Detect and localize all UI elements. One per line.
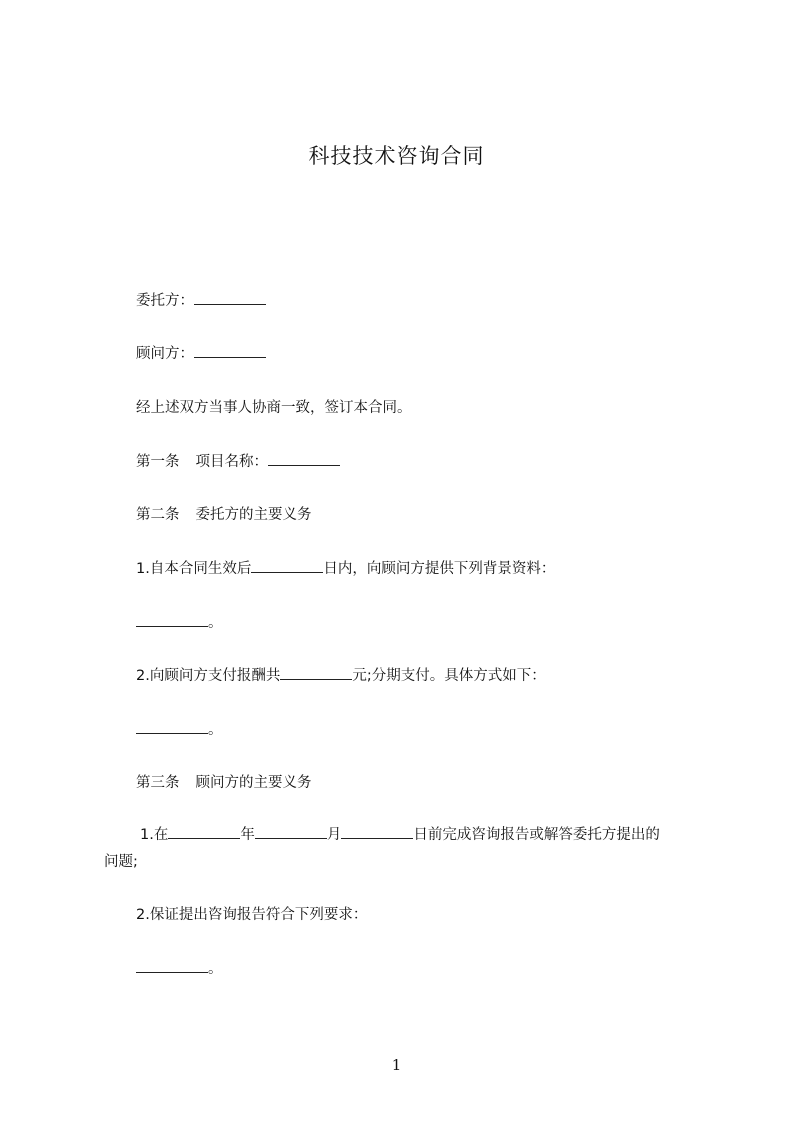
consultant-blank [194,342,266,358]
article1-line [136,450,340,474]
project-name-blank [268,450,340,466]
a2-item1-pre: 1.自本合同生效后 [136,561,252,577]
a2-item2-pre: 2.向顾问方支付报酬共 [136,668,281,684]
a2-item1-materials-line [136,611,223,635]
intro-text: 经上述双方当事人协商一致，签订本合同。 [136,400,412,416]
client-line [136,289,266,313]
client-label: 委托方： [136,293,194,309]
article3-label: 第三条 [136,775,180,791]
a2-item2-end: 。 [208,722,223,738]
article1-label: 第一条 [136,454,180,470]
a2-item1-line [136,557,555,581]
a3-item2-requirements-line [136,957,223,981]
payment-amount-blank [280,664,352,680]
client-blank [194,289,266,305]
article2-text: 委托方的主要义务 [195,507,312,523]
a2-item2-line [136,664,546,688]
article3-line [136,771,312,795]
a2-item2-post: 元;分期支付。具体方式如下： [352,668,546,684]
a3-item1-year: 年 [240,827,255,843]
a2-item2-method-line [136,718,223,742]
article2-line [136,503,312,527]
consultant-label: 顾问方： [136,346,194,362]
a3-item2-line: 2.保证提出咨询报告符合下列要求： [136,907,368,923]
page-number: 1 [391,1056,402,1074]
a3-item1-continuation: 问题; [104,854,138,870]
day-blank [341,823,413,839]
document-title: 科技技术咨询合同 [308,144,485,168]
a3-item2-end: 。 [208,961,223,977]
requirements-blank [136,957,208,973]
a3-item1-line [140,823,660,847]
article1-text: 项目名称： [195,454,268,470]
a3-item1-month: 月 [326,827,342,843]
a2-item1-end: 。 [208,615,223,631]
month-blank [255,823,327,839]
consultant-line [136,342,266,366]
article2-label: 第二条 [136,507,180,523]
year-blank [168,823,240,839]
materials-blank [136,611,208,627]
payment-method-blank [136,718,208,734]
a3-item1-post: 日前完成咨询报告或解答委托方提出的 [413,827,660,843]
days-blank [251,557,323,573]
a2-item1-post: 日内，向顾问方提供下列背景资料： [323,561,556,577]
article3-text: 顾问方的主要义务 [195,775,312,791]
a3-item1-pre: 1.在 [140,827,169,843]
